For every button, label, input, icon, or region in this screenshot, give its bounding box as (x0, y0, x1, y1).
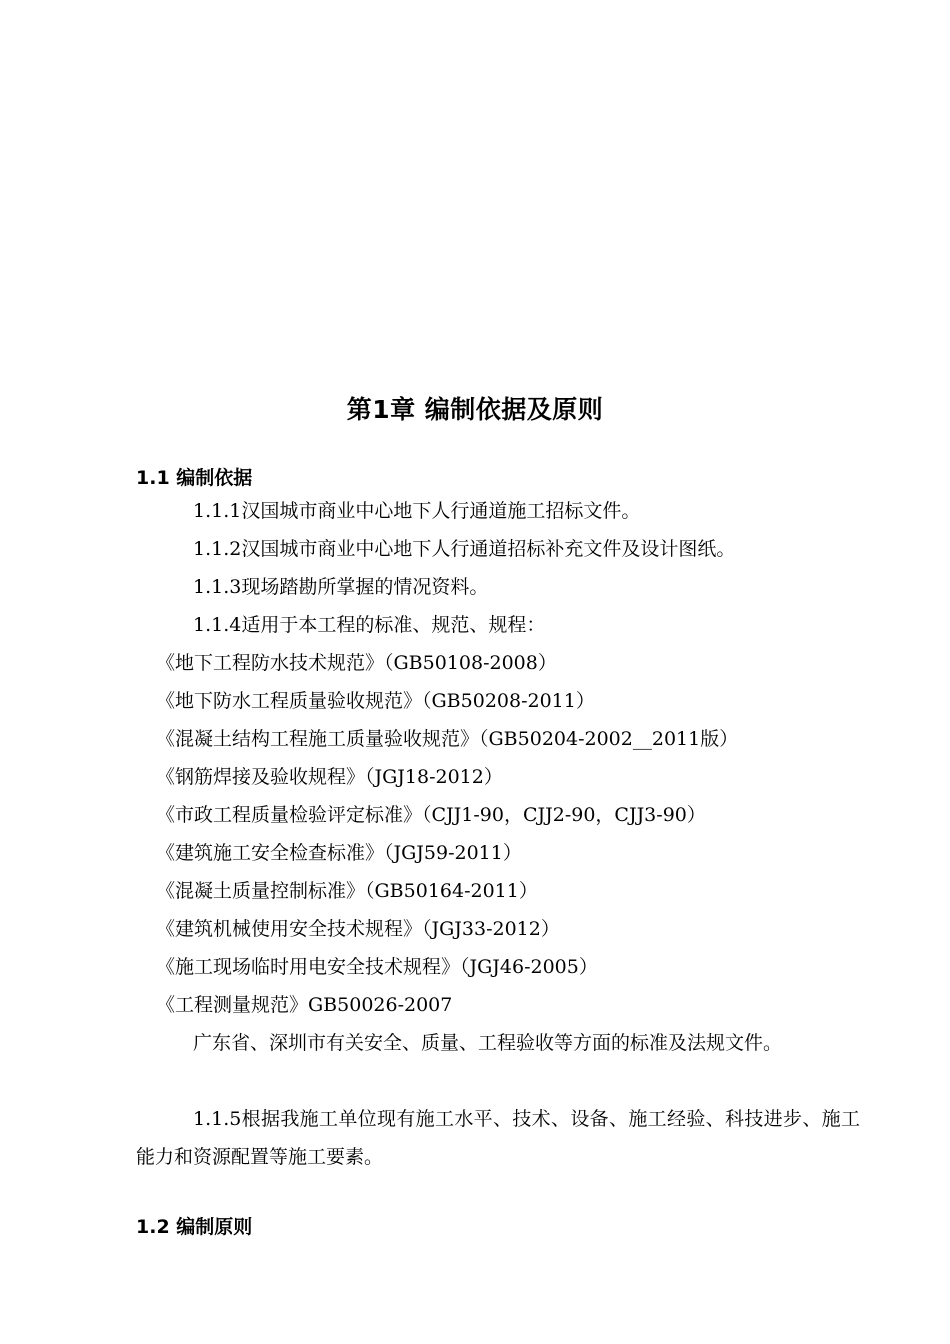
paragraph-local-regulations: 广东省、深圳市有关安全、质量、工程验收等方面的标准及法规文件。 (193, 1032, 783, 1054)
item-1-1-4: 1.1.4适用于本工程的标准、规范、规程： (193, 614, 546, 636)
standard-item: 《建筑施工安全检查标准》（JGJ59-2011） (156, 842, 522, 864)
item-1-1-2: 1.1.2汉国城市商业中心地下人行通道招标补充文件及设计图纸。 (193, 538, 736, 560)
standard-item: 《市政工程质量检验评定标准》（CJJ1-90，CJJ2-90，CJJ3-90） (156, 804, 706, 826)
item-1-1-1: 1.1.1汉国城市商业中心地下人行通道施工招标文件。 (193, 500, 641, 522)
standard-item: 《施工现场临时用电安全技术规程》（JGJ46-2005） (156, 956, 598, 978)
standard-item: 《钢筋焊接及验收规程》（JGJ18-2012） (156, 766, 503, 788)
item-1-1-3: 1.1.3现场踏勘所掌握的情况资料。 (193, 576, 489, 598)
standard-item: 《地下工程防水技术规范》（GB50108-2008） (156, 652, 557, 674)
standard-item: 《建筑机械使用安全技术规程》（JGJ33-2012） (156, 918, 560, 940)
standard-item: 《工程测量规范》GB50026-2007 (156, 994, 453, 1016)
standard-item: 《地下防水工程质量验收规范》（GB50208-2011） (156, 690, 595, 712)
standard-item: 《混凝土质量控制标准》（GB50164-2011） (156, 880, 538, 902)
chapter-title: 第1章 编制依据及原则 (346, 395, 604, 424)
standard-item: 《混凝土结构工程施工质量验收规范》（GB50204-2002__2011版） (156, 728, 739, 750)
section-heading-1-1: 1.1 编制依据 (136, 467, 253, 489)
paragraph-1-1-5: 1.1.5根据我施工单位现有施工水平、技术、设备、施工经验、科技进步、施工能力和资源配置等施工要素。 (136, 1108, 860, 1168)
section-heading-1-2: 1.2 编制原则 (136, 1216, 253, 1238)
